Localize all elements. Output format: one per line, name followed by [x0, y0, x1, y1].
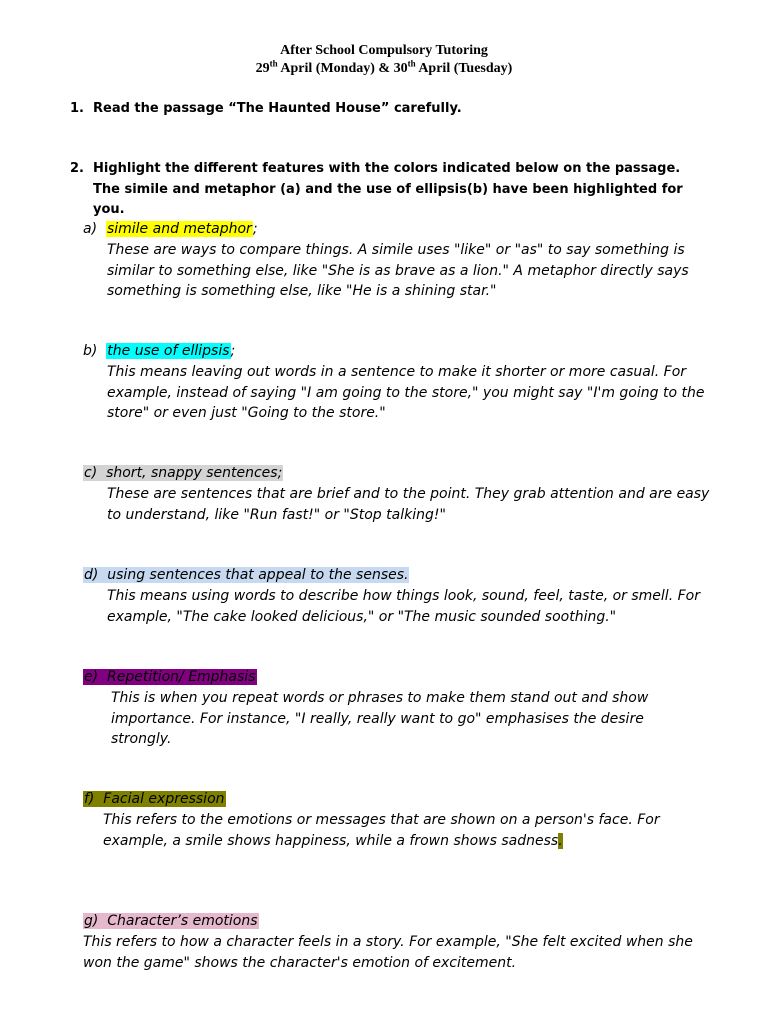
- question-2-text: Highlight the different features with the colors indicated below on the passage. The simile and metaphor (a) and the use of ellipsis(b) have been highlighted for you.: [93, 161, 683, 217]
- feature-heading: [83, 911, 259, 932]
- question-2: [70, 159, 710, 221]
- question-1-number: 1.: [70, 101, 84, 116]
- item-label: Repetition/ Emphasis: [106, 669, 256, 685]
- document-title: After School Compulsory Tutoring: [280, 43, 488, 58]
- feature-label-highlight: [83, 913, 259, 929]
- highlighted-period: .: [558, 832, 563, 849]
- date-end: April (Tuesday): [415, 61, 513, 76]
- question-2-number: 2.: [70, 161, 84, 176]
- feature-heading: [83, 219, 258, 240]
- item-marker: a): [83, 221, 98, 237]
- item-label: short, snappy sentences;: [106, 465, 283, 481]
- feature-heading: [83, 463, 283, 484]
- feature-label-highlight: [83, 465, 283, 481]
- question-1-text: Read the passage “The Haunted House” carefully.: [93, 101, 462, 116]
- feature-heading: [83, 667, 257, 688]
- date-sup1: th: [269, 58, 278, 69]
- question-1: [70, 99, 710, 120]
- feature-description-text: This refers to the emotions or messages that are shown on a person's face. For example, a smile shows happiness, while a frown shows sadness: [103, 812, 660, 849]
- feature-label-highlight: simile and metaphor: [106, 221, 252, 237]
- item-label: using sentences that appeal to the senses.: [107, 567, 409, 583]
- feature-heading: [83, 565, 409, 586]
- feature-description: This means leaving out words in a sentence to make it shorter or more casual. For example, instead of saying "I am going to the store," you might say "I'm going to the store" or even just "Going to the store.": [107, 364, 705, 421]
- feature-label-highlight: [83, 669, 257, 685]
- document-header: [0, 42, 768, 78]
- feature-description: [103, 810, 703, 851]
- date-day1: 29: [255, 61, 270, 76]
- item-marker: c): [84, 465, 98, 481]
- item-marker: e): [84, 669, 99, 685]
- item-label: Character’s emotions: [107, 913, 258, 929]
- feature-description: These are ways to compare things. A simile uses "like" or "as" to say something is similar to something else, like "She is as brave as a lion." A metaphor directly says something is something else, like "He is a shining star.": [107, 242, 689, 299]
- feature-heading: [83, 341, 235, 362]
- feature-label-highlight: [83, 567, 409, 583]
- feature-label-highlight: the use of ellipsis: [107, 343, 230, 359]
- item-marker: f): [84, 791, 95, 807]
- date-mid: April (Monday) & 30: [277, 61, 408, 76]
- document-date: [0, 60, 768, 78]
- feature-description: This refers to how a character feels in a story. For example, "She felt excited when she won the game" shows the character's emotion of excitement.: [83, 934, 693, 971]
- feature-description: This is when you repeat words or phrases to make them stand out and show importance. For instance, "I really, really want to go" emphasises the desire strongly.: [111, 690, 649, 747]
- item-label: Facial expression: [103, 791, 225, 807]
- item-marker: b): [83, 343, 98, 359]
- item-marker: g): [84, 913, 99, 929]
- feature-description: These are sentences that are brief and to the point. They grab attention and are easy to understand, like "Run fast!" or "Stop talking!": [107, 486, 710, 523]
- item-marker: d): [84, 567, 99, 583]
- feature-heading: [83, 789, 226, 810]
- feature-description: This means using words to describe how things look, sound, feel, taste, or smell. For example, "The cake looked delicious," or "The music sounded soothing.": [107, 588, 700, 625]
- item-suffix: ;: [252, 221, 258, 237]
- feature-label-highlight: [83, 791, 226, 807]
- date-sup2: th: [407, 58, 416, 69]
- item-suffix: ;: [230, 343, 236, 359]
